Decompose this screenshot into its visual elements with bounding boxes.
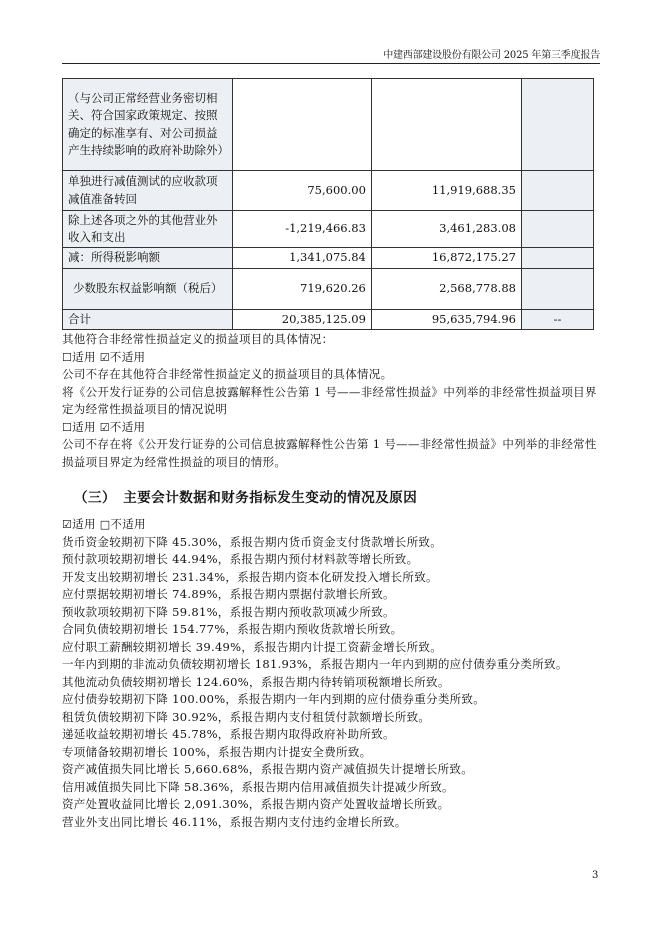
ytd-value: 2,568,778.88 (371, 269, 521, 310)
current-value: 719,620.26 (233, 269, 371, 310)
page-number: 3 (592, 870, 599, 881)
row-label: 除上述各项之外的其他营业外收入和支出 (63, 211, 233, 248)
ytd-value: 16,872,175.27 (371, 248, 521, 269)
note-cell (521, 211, 593, 248)
change-item: 专项储备较期初增长 100%，系报告期内计提安全费所致。 (62, 744, 372, 759)
disclosure-heading: 将《公开发行证券的公司信息披露解释性公告第 1 号——非经常性损益》中列举的非经常性损益项目界定为经常性损益项目的情况说明 (62, 384, 597, 416)
change-item: 应付职工薪酬较期初增长 39.49%，系报告期内计提工资薪金增长所致。 (62, 639, 443, 654)
applicable-label: 适用 (72, 419, 96, 434)
change-item: 开发支出较期初增长 231.34%，系报告期内资本化研发投入增长所致。 (62, 569, 438, 584)
applicable-checkbox[interactable]: ☐ (62, 350, 73, 364)
change-item: 合同负债较期初增长 154.77%，系报告期内预收货款增长所致。 (62, 622, 403, 636)
current-value: 20,385,125.09 (233, 310, 371, 330)
change-item: 信用减值损失同比下降 58.36%，系报告期内信用减值损失计提减少所致。 (62, 779, 454, 794)
change-item: 营业外支出同比增长 46.11%，系报告期内支付违约金增长所致。 (62, 814, 407, 829)
note-cell: -- (521, 310, 593, 330)
table-row (63, 211, 594, 248)
change-item: 货币资金较期初下降 45.30%，系报告期内货币资金支付货款增长所致。 (62, 534, 443, 549)
change-item: 预付款项较期初增长 44.94%，系报告期内预付材料款等增长所致。 (62, 552, 419, 566)
table-row-total (63, 310, 594, 330)
change-item: 资产处置收益同比增长 2,091.30%，系报告期内资产处置收益增长所致。 (62, 797, 450, 811)
applicable-label: 适用 (72, 349, 96, 364)
row-label: （与公司正常经营业务密切相关、符合国家政策规定、按照确定的标准享有、对公司损益产生持续影响的政府补助除外） (63, 79, 233, 171)
report-header: 中建西部建设股份有限公司 2025 年第三季度报告 (383, 50, 600, 61)
change-item: 递延收益较期初增长 45.78%，系报告期内取得政府补助所致。 (62, 727, 395, 741)
row-label: 单独进行减值测试的应收款项减值准备转回 (63, 171, 233, 211)
note-cell (521, 269, 593, 310)
other-items-heading: 其他符合非经常性损益定义的损益项目的具体情况： (62, 332, 334, 346)
row-label: 合计 (63, 310, 233, 330)
section-title: （三） 主要会计数据和财务指标发生变动的情况及原因 (74, 490, 418, 506)
section-options (62, 516, 602, 534)
current-value: 75,600.00 (233, 171, 371, 211)
not-applicable-checkbox[interactable]: ☑ (99, 420, 110, 434)
row-label: 减：所得税影响额 (63, 248, 233, 269)
changes-block (62, 516, 602, 831)
note-cell (521, 248, 593, 269)
not-applicable-checkbox[interactable]: ☑ (99, 350, 110, 364)
table-row (63, 171, 594, 211)
other-items-statement: 公司不存在其他符合非经常性损益定义的损益项目的具体情况。 (62, 367, 393, 381)
ytd-value: 11,919,688.35 (371, 171, 521, 211)
not-applicable-label: 不适用 (110, 517, 146, 531)
note-cell (521, 79, 593, 171)
change-item: 资产减值损失同比增长 5,660.68%，系报告期内资产减值损失计提增长所致。 (62, 762, 473, 776)
change-item: 预收款项较期初下降 59.81%，系报告期内预收款项减少所致。 (62, 604, 395, 619)
note-cell (521, 171, 593, 211)
table-row (63, 269, 594, 310)
row-label: 少数股东权益影响额（税后） (63, 269, 233, 310)
table-row (63, 79, 594, 171)
other-items-block (62, 331, 602, 471)
change-item: 应付票据较期初增长 74.89%，系报告期内票据付款增长所致。 (62, 587, 395, 601)
current-value (233, 79, 371, 171)
not-applicable-label: 不适用 (109, 349, 146, 364)
current-value: 1,341,075.84 (233, 248, 371, 269)
ytd-value (371, 79, 521, 171)
current-value: -1,219,466.83 (233, 211, 371, 248)
ytd-value: 3,461,283.08 (371, 211, 521, 248)
change-item: 租赁负债较期初下降 30.92%，系报告期内支付租赁付款额增长所致。 (62, 709, 431, 724)
applicable-checkbox[interactable]: ☑ (62, 518, 73, 531)
change-item: 一年内到期的非流动负债较期初增长 181.93%，系报告期内一年内到期的应付债券重分类所致。 (62, 657, 568, 671)
not-applicable-checkbox[interactable]: □ (99, 518, 111, 531)
applicable-checkbox[interactable]: ☐ (62, 420, 73, 434)
disclosure-options (62, 419, 602, 437)
change-item: 应付债券较期初下降 100.00%，系报告期内一年内到期的应付债券重分类所致。 (62, 692, 486, 706)
disclosure-statement: 公司不存在将《公开发行证券的公司信息披露解释性公告第 1 号——非经常性损益》中列举的非经常性损益项目界定为经常性损益的项目的情形。 (62, 437, 597, 469)
applicable-label: 适用 (72, 517, 96, 531)
ytd-value: 95,635,794.96 (371, 310, 521, 330)
table-row (63, 248, 594, 269)
change-item: 其他流动负债较期初增长 124.60%，系报告期内待转销项税额增长所致。 (62, 674, 450, 689)
header-divider (62, 63, 600, 64)
other-items-options (62, 349, 602, 367)
non-recurring-table (62, 78, 594, 330)
not-applicable-label: 不适用 (109, 419, 146, 434)
